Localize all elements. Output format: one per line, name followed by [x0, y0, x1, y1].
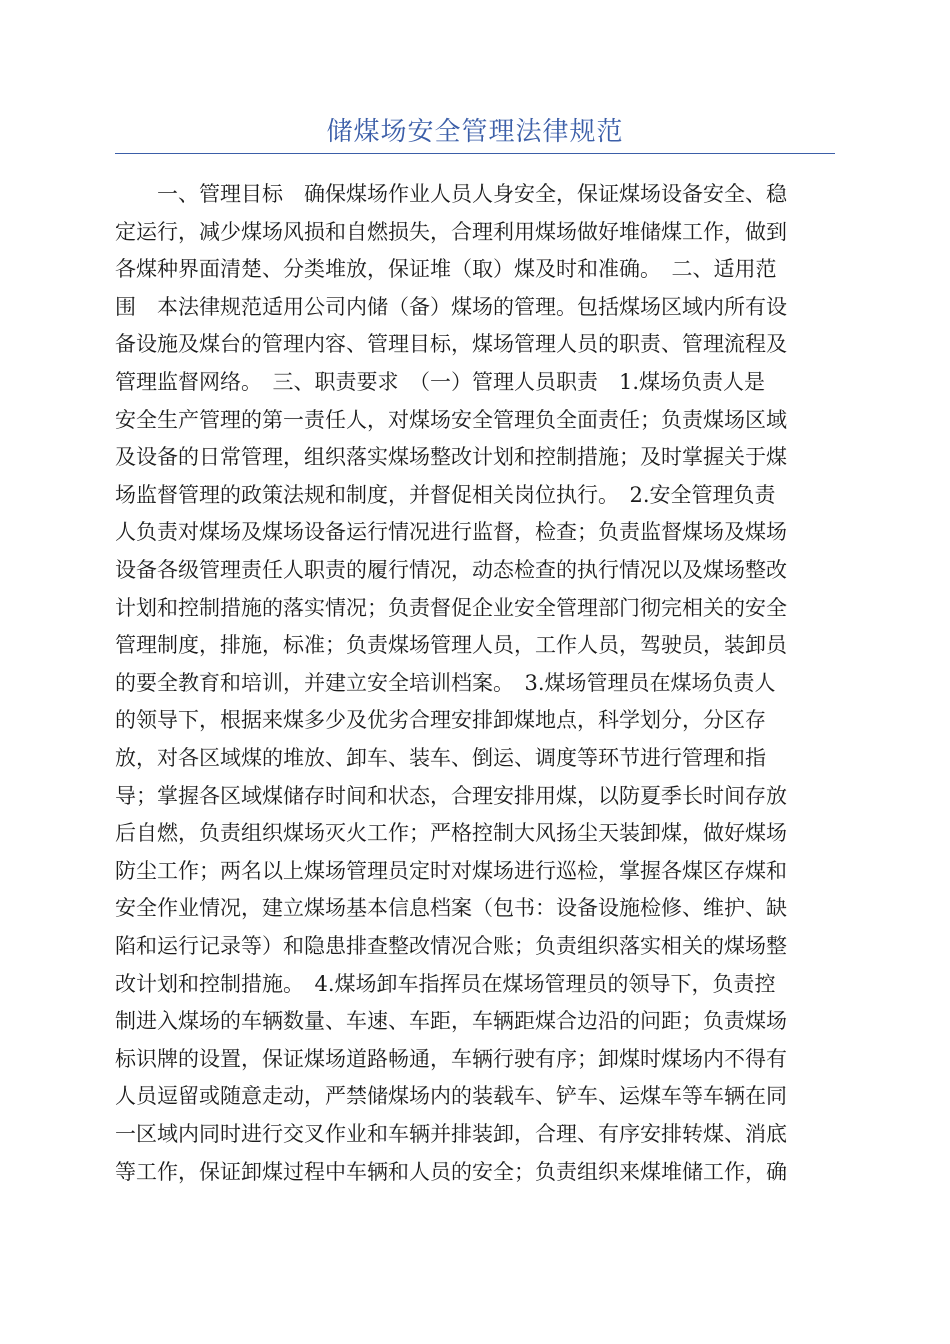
body-line: 各煤种界面清楚、分类堆放，保证堆（取）煤及时和准确。 二、适用范	[115, 257, 777, 282]
body-line: 陷和运行记录等）和隐患排查整改情况合账；负责组织落实相关的煤场整	[115, 934, 787, 958]
body-line: 围 本法律规范适用公司内储（备）煤场的管理。包括煤场区域内所有设	[115, 294, 787, 319]
body-line: 标识牌的设置，保证煤场道路畅通，车辆行驶有序；卸煤时煤场内不得有	[115, 1046, 787, 1071]
body-line: 一、管理目标 确保煤场作业人员人身安全，保证煤场设备安全、稳	[115, 182, 787, 206]
body-line: 场监督管理的政策法规和制度，并督促相关岗位执行。 2.安全管理负责	[115, 482, 776, 507]
body-line: 管理制度，排施，标准；负责煤场管理人员，工作人员，驾驶员，装卸员	[115, 633, 787, 658]
body-line: 及设备的日常管理，组织落实煤场整改计划和控制措施；及时掌握关于煤	[115, 445, 787, 470]
body-line: 防尘工作；两名以上煤场管理员定时对煤场进行巡检，掌握各煤区存煤和	[115, 858, 787, 883]
body-line: 导；掌握各区域煤储存时间和状态，合理安排用煤，以防夏季长时间存放	[115, 783, 787, 808]
body-line: 设备各级管理责任人职责的履行情况，动态检查的执行情况以及煤场整改	[115, 558, 787, 582]
title-underline	[115, 153, 835, 154]
body-line: 备设施及煤台的管理内容、管理目标，煤场管理人员的职责、管理流程及	[115, 332, 787, 357]
body-line: 的要全教育和培训，并建立安全培训档案。 3.煤场管理员在煤场负责人	[115, 670, 776, 695]
body-line: 一区域内同时进行交叉作业和车辆并排装卸，合理、有序安排转煤、消底	[115, 1122, 787, 1146]
body-line: 人员逗留或随意走动，严禁储煤场内的装载车、铲车、运煤车等车辆在同	[115, 1084, 787, 1109]
body-line: 制进入煤场的车辆数量、车速、车距，车辆距煤合边沿的问距；负责煤场	[115, 1009, 787, 1034]
body-line: 改计划和控制措施。 4.煤场卸车指挥员在煤场管理员的领导下，负责控	[115, 971, 776, 996]
body-line: 人负责对煤场及煤场设备运行情况进行监督，检查；负责监督煤场及煤场	[115, 520, 787, 545]
body-line: 管理监督网络。 三、职责要求 （一）管理人员职责 1.煤场负责人是	[115, 370, 766, 394]
body-line: 后自燃，负责组织煤场灭火工作；严格控制大风扬尘天装卸煤，做好煤场	[115, 821, 787, 846]
body-line: 安全生产管理的第一责任人，对煤场安全管理负全面责任；负责煤场区域	[115, 407, 787, 432]
body-line: 等工作，保证卸煤过程中车辆和人员的安全；负责组织来煤堆储工作，确	[115, 1159, 787, 1184]
body-line: 定运行，减少煤场风损和自燃损失，合理利用煤场做好堆储煤工作，做到	[115, 219, 787, 244]
body-line: 计划和控制措施的落实情况；负责督促企业安全管理部门彻完相关的安全	[115, 595, 787, 620]
body-line: 安全作业情况，建立煤场基本信息档案（包书：设备设施检修、维护、缺	[115, 896, 787, 921]
document-title: 储煤场安全管理法律规范	[326, 117, 624, 147]
body-line: 放，对各区域煤的堆放、卸车、装车、倒运、调度等环节进行管理和指	[115, 746, 766, 770]
body-line: 的领导下，根据来煤多少及优劣合理安排卸煤地点，科学划分，分区存	[115, 708, 766, 733]
